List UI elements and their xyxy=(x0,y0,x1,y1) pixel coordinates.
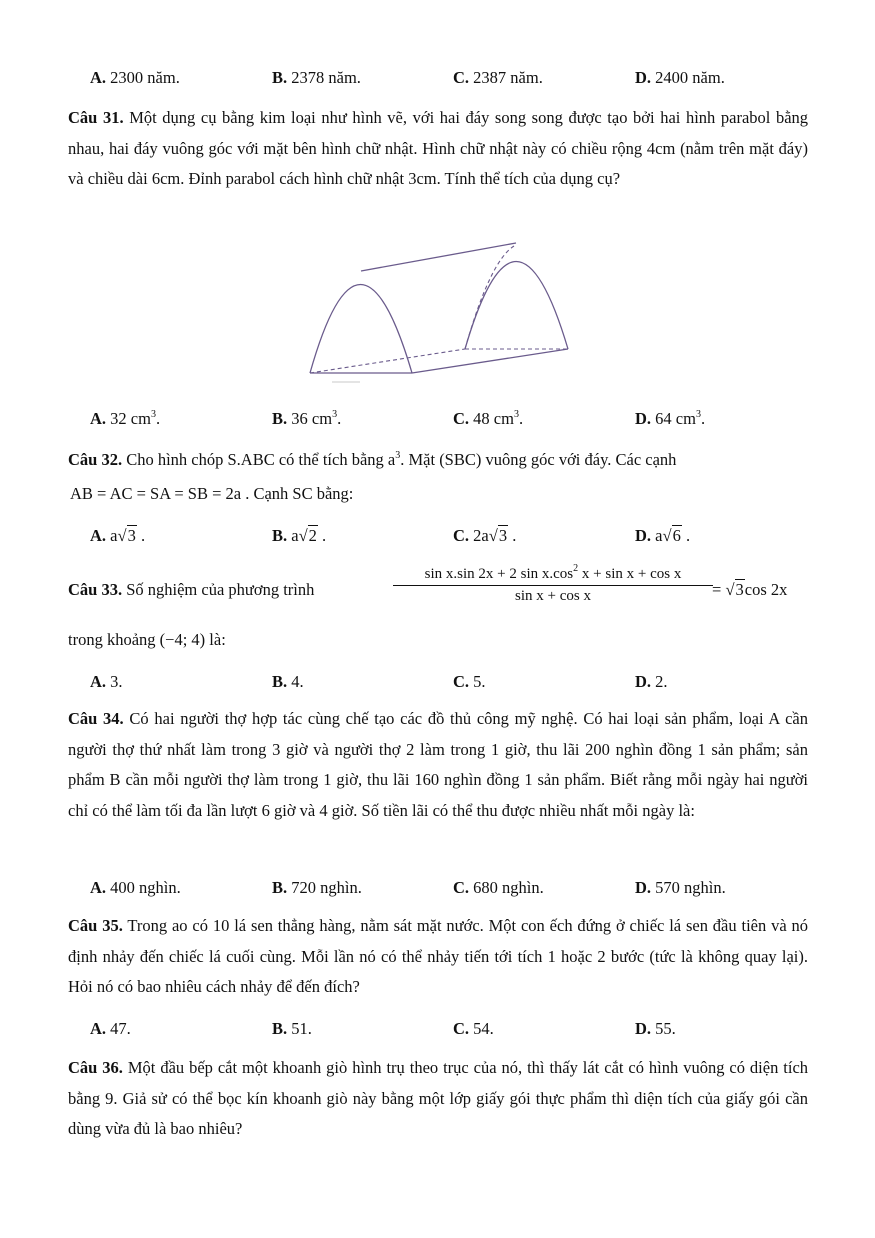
q33-option-b: B. 4. xyxy=(272,672,304,691)
q32-option-d: D. a√6 . xyxy=(635,526,691,545)
base-right-edge xyxy=(412,349,568,373)
q32-question: Câu 32. Cho hình chóp S.ABC có thể tích bằng $a^3$. Mặt (SBC) vuông góc với đáy. Các cạnh xyxy=(68,450,677,469)
q32-line2: AB = AC = SA = SB = 2a . Cạnh SC bằng: xyxy=(70,484,354,503)
q32-options xyxy=(90,526,810,550)
q35-label: Câu 35. xyxy=(68,916,123,935)
back-parabola-hidden xyxy=(465,246,514,349)
q32-option-a: A. a√3 . xyxy=(90,526,146,545)
q31-text: Một dụng cụ bằng kim loại như hình vẽ, với hai đáy song song được tạo bởi hai hình parabol bằng nhau, hai đáy vuông góc với mặt bên hình chữ nhật. Hình chữ nhật này có chiều rộng 4cm (nằm trên mặt đáy) và chiều dài 6cm. Đỉnh parabol cách hình chữ nhật 3cm. Tính thể tích của dụng cụ? xyxy=(68,108,809,188)
q31-option-a: A. 32 $cm^3$. xyxy=(90,409,161,428)
q31-option-b: B. 36 $cm^3$. xyxy=(272,409,342,428)
q34-text: Có hai người thợ hợp tác cùng chế tạo các đồ thủ công mỹ nghệ. Có hai loại sản phẩm, loại A cần người thợ thứ nhất làm trong 3 giờ và người thợ 2 làm trong 1 giờ, thu lãi 200 nghìn đồng 1 sản phẩm; sản phẩm B cần mỗi người thợ làm trong 1 giờ, thu lãi 160 nghìn đồng 1 sản phẩm. Biết rằng mỗi ngày hai người chỉ có thể làm tối đa lần lượt 6 giờ và 4 giờ. Số tiền lãi có thể thu được nhiều nhất mỗi ngày là: xyxy=(68,709,809,820)
q31-option-d: D. 64 $cm^3$. xyxy=(635,409,706,428)
q35-question xyxy=(68,911,808,1003)
base-left-hidden-edge xyxy=(310,349,465,373)
q33-rhs: = √3cos 2x xyxy=(712,580,788,599)
q35-option-d: D. 55. xyxy=(635,1019,676,1038)
q35-option-a: A. 47. xyxy=(90,1019,131,1038)
q33-denominator: sin x + cos x xyxy=(515,588,591,604)
q33-option-c: C. 5. xyxy=(453,672,486,691)
q33-question: Câu 33. Số nghiệm của phương trình xyxy=(68,580,315,599)
q34-option-d: D. 570 nghìn. xyxy=(635,878,726,897)
q31-question xyxy=(68,103,808,195)
q32-option-c: C. 2a√3 . xyxy=(453,526,517,545)
parabolic-prism-figure xyxy=(300,236,580,386)
top-edge xyxy=(361,243,516,271)
q32-option-b: B. a√2 . xyxy=(272,526,327,545)
q33-option-d: D. 2. xyxy=(635,672,668,691)
q30-options xyxy=(90,68,810,92)
q35-options xyxy=(90,1019,810,1043)
q34-question xyxy=(68,704,808,826)
q30-option-d: D. 2400 năm. xyxy=(635,68,725,87)
q34-option-b: B. 720 nghìn. xyxy=(272,878,362,897)
q33-line2: trong khoảng (−4; 4) là: xyxy=(68,630,226,649)
q35-option-b: B. 51. xyxy=(272,1019,312,1038)
q31-label: Câu 31. xyxy=(68,108,124,127)
q30-option-b: B. 2378 năm. xyxy=(272,68,361,87)
q34-options xyxy=(90,878,810,902)
q32-label: Câu 32. xyxy=(68,450,123,469)
q34-label: Câu 34. xyxy=(68,709,124,728)
q34-option-c: C. 680 nghìn. xyxy=(453,878,544,897)
q30-option-c: C. 2387 năm. xyxy=(453,68,543,87)
q31-options xyxy=(90,409,810,433)
q36-question xyxy=(68,1053,808,1145)
q31-option-c: C. 48 $cm^3$. xyxy=(453,409,524,428)
q30-option-a: A. 2300 năm. xyxy=(90,68,180,87)
q36-text: Một đầu bếp cắt một khoanh giò hình trụ theo trục của nó, thì thấy lát cắt có hình vuông có diện tích bằng 9. Giả sử có thể bọc kín khoanh giò này bằng một lớp giấy gói thực phẩm thì diện tích của giấy gói cần dùng vừa đủ là bao nhiêu? xyxy=(68,1058,809,1138)
q34-option-a: A. 400 nghìn. xyxy=(90,878,181,897)
q35-text: Trong ao có 10 lá sen thẳng hàng, nằm sát mặt nước. Một con ếch đứng ở chiếc lá sen đầu tiên và nó định nhảy đến chiếc lá cuối cùng. Mỗi lần nó có thể nhảy tiến tới tích 1 hoặc 2 bước (tức là không quay lại). Hỏi nó có bao nhiêu cách nhảy để đến đích? xyxy=(68,916,809,996)
q33-options xyxy=(90,672,810,696)
q36-label: Câu 36. xyxy=(68,1058,123,1077)
q35-option-c: C. 54. xyxy=(453,1019,494,1038)
q33-numerator: sin x.sin 2x + 2 $\sin x.\cos^2$ x + sin x + cos x xyxy=(393,566,713,586)
q33-option-a: A. 3. xyxy=(90,672,123,691)
q33-fraction xyxy=(393,563,713,605)
q33-label: Câu 33. xyxy=(68,580,123,599)
back-parabola xyxy=(465,262,568,350)
